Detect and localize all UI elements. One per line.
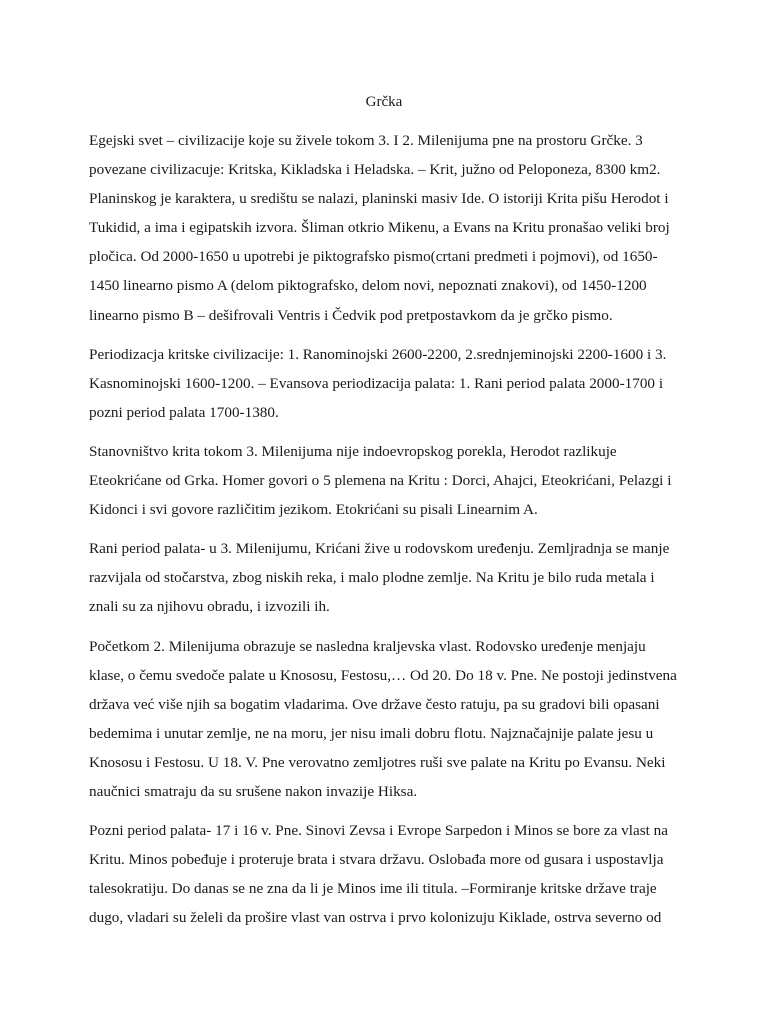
document-title: Grčka xyxy=(365,94,403,110)
paragraph-periodization: Periodizacja kritske civilizacije: 1. Ranominojski 2600-2200, 2.srednjeminojski 2200-1600 i 3. Kasnominojski 1600-1200. – Evansova periodizacija palata: 1. Rani period palata 2000-1700 i pozni period palata 1700-1380. xyxy=(89,345,667,421)
paragraph-early-palace-period: Rani period palata- u 3. Milenijumu, Krićani žive u rodovskom uređenju. Zemljradnja se manje razvijala od stočarstva, zbog niskih reka, i malo plodne zemlje. Na Kritu je bilo ruda metala i znali su za njihovu obradu, i izvozili ih. xyxy=(89,540,670,616)
document-body xyxy=(89,126,683,942)
paragraph-late-palace-period: Pozni period palata- 17 i 16 v. Pne. Sinovi Zevsa i Evrope Sarpedon i Minos se bore za vlast na Kritu. Minos pobeđuje i proteruje brata i stvara državu. Oslobađa more od gusara i uspostavlja talesokratiju. Do danas se ne zna da li je Minos ime ili titula. –Formiranje kritske države traje dugo, vladari su želeli da prošire vlast van ostrva i prvo kolonizuju Kiklade, ostrva severno od xyxy=(89,822,668,927)
paragraph-population: Stanovništvo krita tokom 3. Milenijuma nije indoevropskog porekla, Herodot razlikuje Eteokrićane od Grka. Homer govori o 5 plemena na Kritu : Dorci, Ahajci, Eteokrićani, Pelazgi i Kidonci i svi govore različitim jezikom. Etokrićani su pisali Linearnim A. xyxy=(89,442,672,519)
paragraph-aegean-world: Egejski svet – civilizacije koje su živele tokom 3. I 2. Milenijuma pne na prostoru Grčke. 3 povezane civilizacuje: Kritska, Kikladska i Heladska. – Krit, južno od Peloponeza, 8300 km2. Planinskog je karaktera, u središtu se nalazi, planinski masiv Ide. O istoriji Krita pišu Herodot i Tukidid, a ima i egipatskih izvora. Šliman otkrio Mikenu, a Evans na Kritu pronašao veliki broj pločica. Od 2000-1650 u upotrebi je piktografsko pismo(crtani predmeti i pojmovi), od 1650-1450 linearno pismo A (delom piktografsko, delom novi, nepoznati znakovi), od 1450-1200 linearno pismo B – dešifrovali Ventris i Čedvik pod pretpostavkom da je grčko pismo. xyxy=(89,132,670,324)
paragraph-second-millennium: Početkom 2. Milenijuma obrazuje se nasledna kraljevska vlast. Rodovsko uređenje menjaju klase, o čemu svedoče palate u Knososu, Festosu,… Od 20. Do 18 v. Pne. Ne postoji jedinstvena država već više njih sa bogatim vladarima. Ove države često ratuju, pa su gradovi bili opasani bedemima i unutar zemlje, ne na moru, jer nisu imali dobru flotu. Najznačajnije palate jesu u Knososu i Festosu. U 18. V. Pne verovatno zemljotres ruši sve palate na Kritu po Evansu. Neki naučnici smatraju da su srušene nakon invazije Hiksa. xyxy=(89,637,677,800)
